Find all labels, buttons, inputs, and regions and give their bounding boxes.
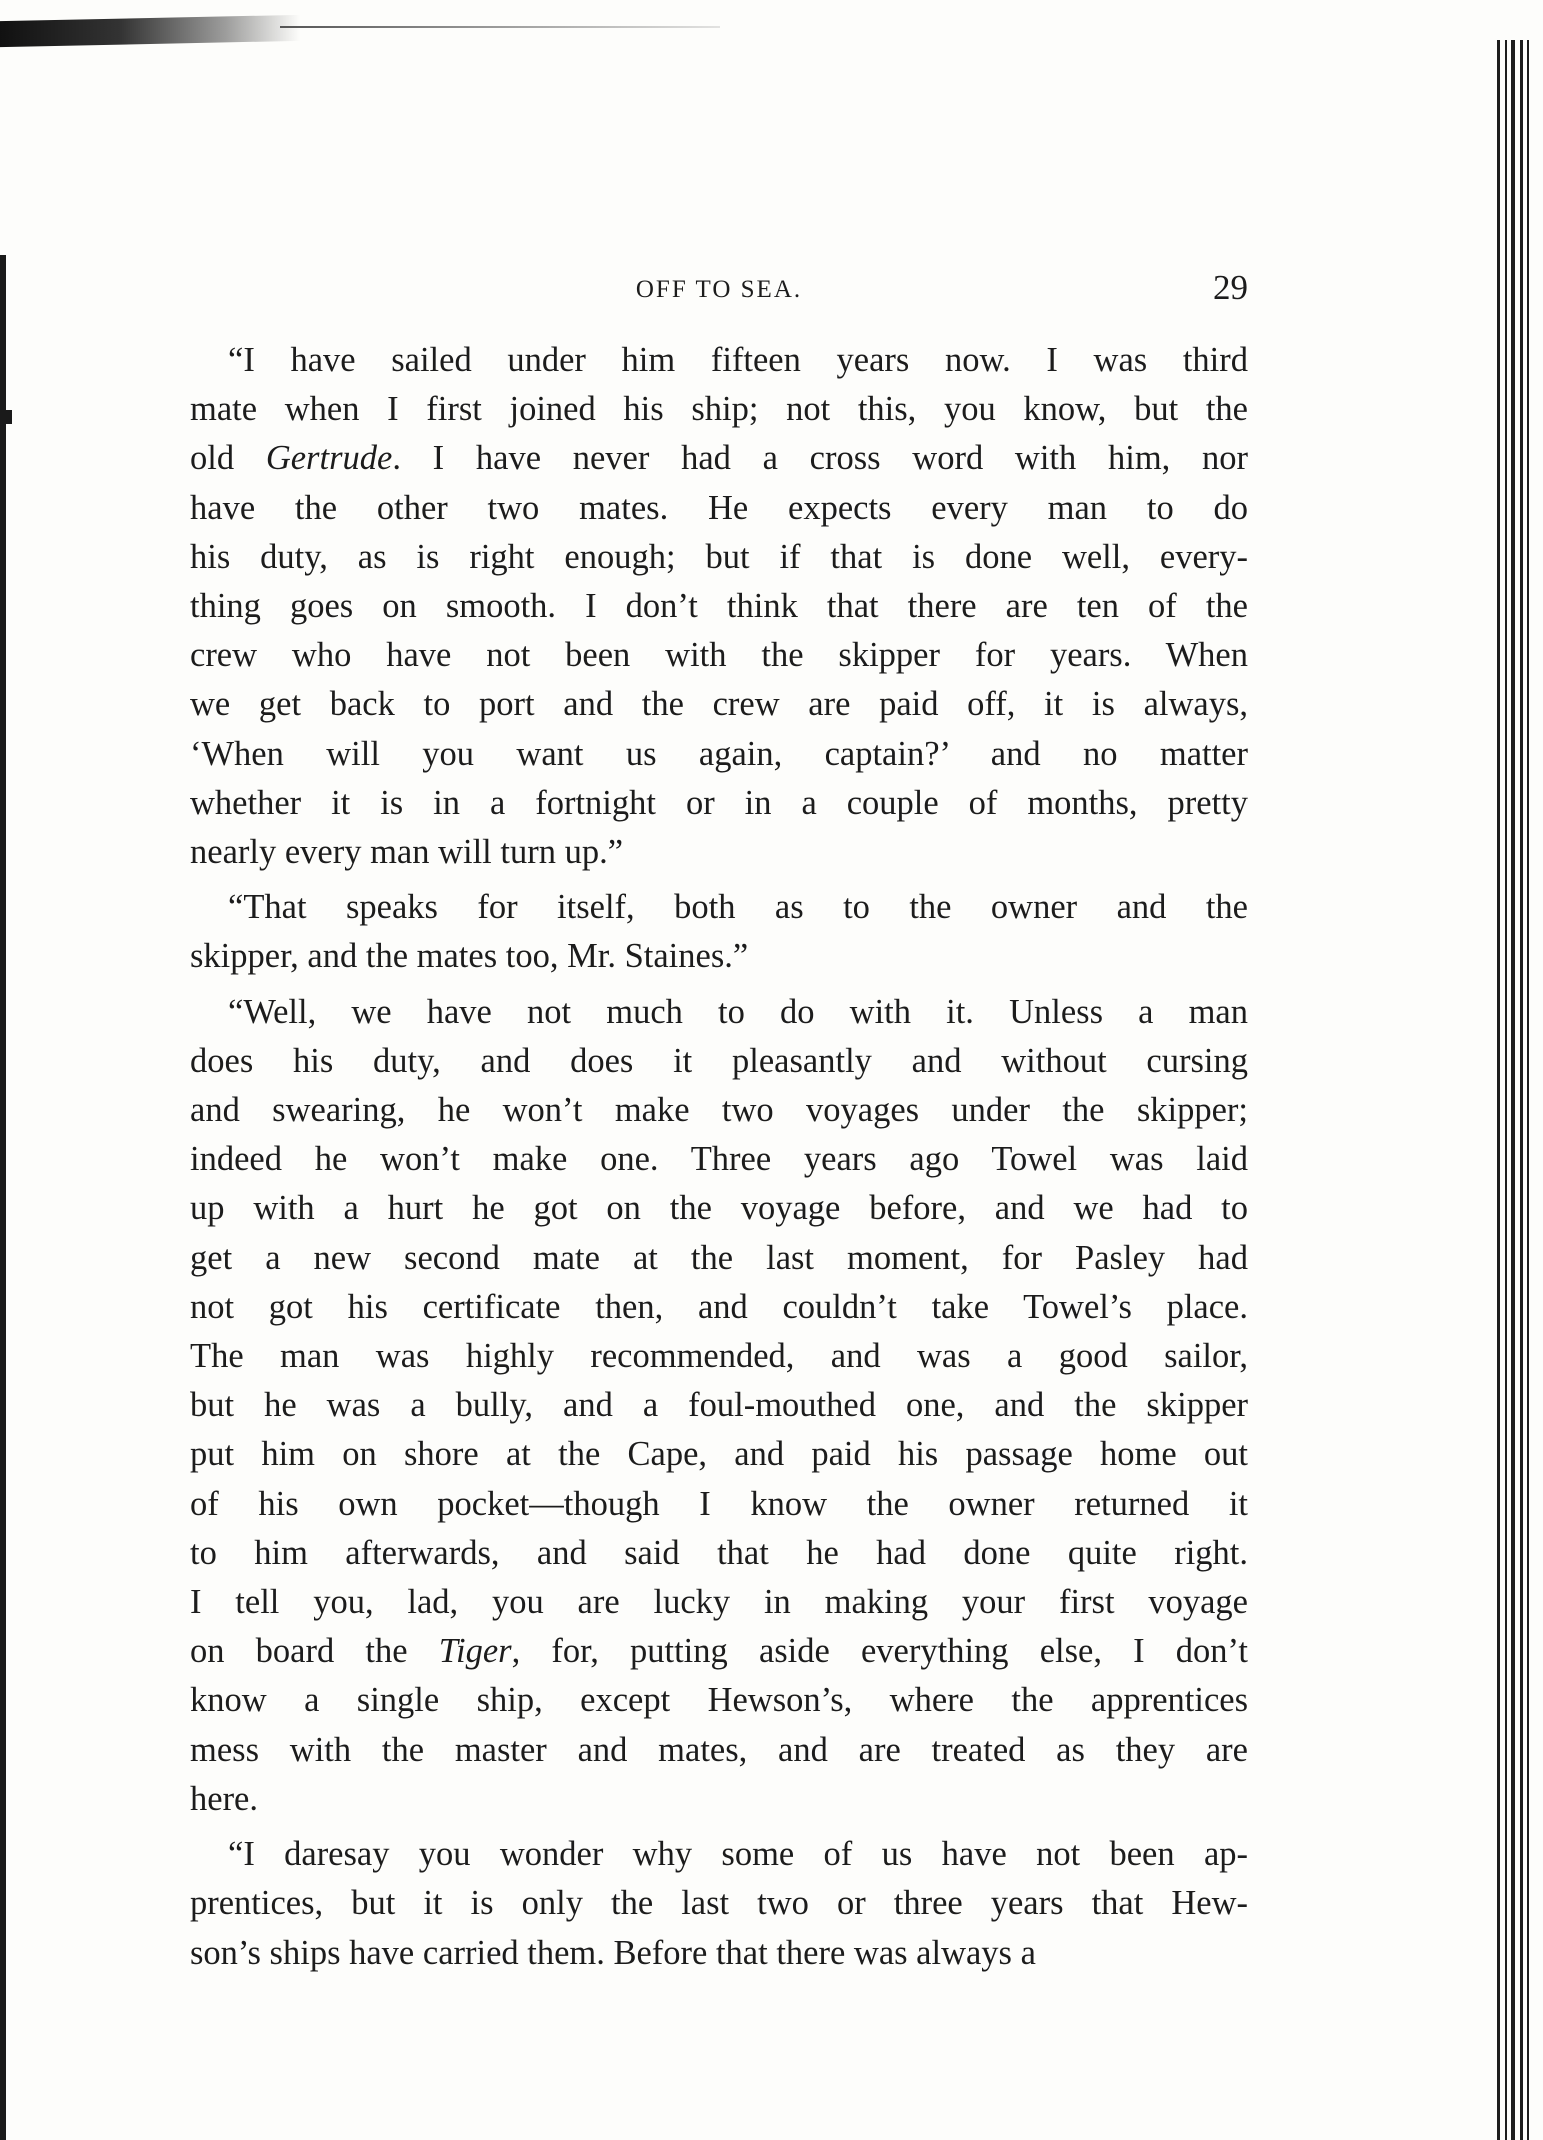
text-line: his duty, as is right enough; but if that is done well, every- — [190, 537, 1248, 576]
text-line: “Well, we have not much to do with it. Unless a man — [228, 992, 1248, 1031]
body-text — [190, 336, 1248, 1978]
paragraph — [190, 883, 1248, 981]
text-line: get a new second mate at the last moment, for Pasley had — [190, 1238, 1248, 1277]
text-line: but he was a bully, and a foul-mouthed one, and the skipper — [190, 1386, 1248, 1425]
page-number: 29 — [1213, 268, 1248, 307]
text-line: indeed he won’t make one. Three years ago Towel was laid — [190, 1140, 1248, 1179]
text-line: of his own pocket—though I know the owner returned it — [190, 1484, 1248, 1523]
scan-smudge — [0, 15, 300, 47]
text-line: on board the Tiger, for, putting aside everything else, I don’t — [190, 1632, 1248, 1671]
text-line: “I daresay you wonder why some of us have not been ap- — [228, 1835, 1248, 1874]
text-line: I tell you, lad, you are lucky in making your first voyage — [190, 1583, 1248, 1622]
text-line: thing goes on smooth. I don’t think that there are ten of the — [190, 587, 1248, 626]
scan-right-edge — [1527, 40, 1529, 2140]
text-line: skipper, and the mates too, Mr. Staines.” — [190, 937, 749, 976]
text-line: crew who have not been with the skipper for years. When — [190, 636, 1248, 675]
text-line: mess with the master and mates, and are treated as they are — [190, 1730, 1248, 1769]
scan-right-edge — [1520, 40, 1523, 2140]
paragraph — [190, 1830, 1248, 1978]
text-line: whether it is in a fortnight or in a couple of months, pretty — [190, 783, 1248, 822]
text-line: prentices, but it is only the last two or three years that Hew- — [190, 1884, 1248, 1923]
text-line: and swearing, he won’t make two voyages under the skipper; — [190, 1091, 1248, 1130]
text-line: nearly every man will turn up.” — [190, 833, 624, 872]
text-line: The man was highly recommended, and was a good sailor, — [190, 1337, 1248, 1376]
text-line: we get back to port and the crew are paid off, it is always, — [190, 685, 1248, 724]
text-line: put him on shore at the Cape, and paid his passage home out — [190, 1435, 1248, 1474]
text-line: son’s ships have carried them. Before that there was always a — [190, 1933, 1036, 1972]
text-line: mate when I first joined his ship; not this, you know, but the — [190, 390, 1248, 429]
text-line: ‘When will you want us again, captain?’ and no matter — [190, 734, 1248, 773]
paragraph — [190, 336, 1248, 877]
text-line: “That speaks for itself, both as to the owner and the — [228, 888, 1248, 927]
running-head — [190, 268, 1248, 312]
scan-left-edge-mark — [4, 410, 12, 424]
text-line: not got his certificate then, and couldn’t take Towel’s place. — [190, 1287, 1248, 1326]
text-line: here. — [190, 1779, 258, 1818]
scan-right-edge — [1505, 40, 1507, 2140]
italic-title: Tiger — [438, 1632, 512, 1671]
text-line: up with a hurt he got on the voyage before, and we had to — [190, 1189, 1248, 1228]
running-title: OFF TO SEA. — [635, 276, 803, 303]
text-line: does his duty, and does it pleasantly and without cursing — [190, 1041, 1248, 1080]
scan-right-edge — [1511, 40, 1515, 2140]
text-line: have the other two mates. He expects every man to do — [190, 488, 1248, 527]
italic-title: Gertrude — [265, 439, 393, 478]
paragraph — [190, 988, 1248, 1824]
text-line: “I have sailed under him fifteen years now. I was third — [228, 341, 1248, 379]
text-line: old Gertrude. I have never had a cross word with him, nor — [190, 439, 1249, 478]
text-line: know a single ship, except Hewson’s, where the apprentices — [190, 1681, 1248, 1720]
scan-left-edge — [0, 255, 6, 2140]
scan-right-edge — [1497, 40, 1500, 2140]
scan-line — [280, 26, 720, 28]
text-line: to him afterwards, and said that he had done quite right. — [190, 1533, 1248, 1572]
